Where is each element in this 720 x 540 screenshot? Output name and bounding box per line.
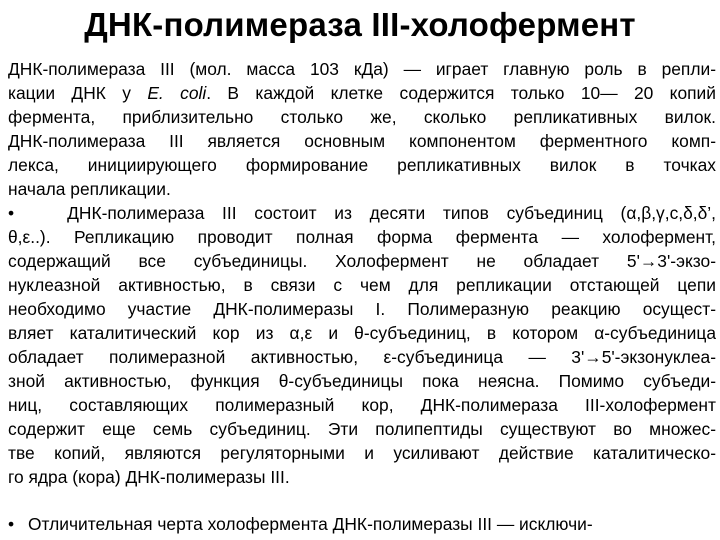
text-line: необходимо участие ДНК-полимеразы I. Полимеразную реакцию осущест- [8,299,716,319]
text-line: θ,ε..). Репликацию проводит полная форма фермента — холофермент, [8,227,716,247]
text-line: лекса, инициирующего формирование репликативных вилок в точках [8,155,716,175]
bullet-text: Отличительная черта холофермента ДНК-полимеразы III — исключи- [28,514,593,534]
text-line [8,81,716,105]
text-line: содержит еще семь субъединиц. Эти полипептиды существуют во множес- [8,419,716,439]
body-text [8,57,716,489]
text-line: • ДНК-полимераза III состоит из десяти типов субъединиц (α,β,γ,c,δ,δ’, [8,203,716,223]
text-line: тве копий, являются регуляторными и усиливают действие каталитическо- [8,443,716,463]
text-line: обладает полимеразной активностью, ε-субъединица — 3'→5'-экзонуклеа- [8,347,716,367]
species-name: E. coli [147,83,207,103]
text-line: ДНК-полимераза III (мол. масса 103 кДа) — играет главную роль в репли- [8,59,716,79]
text-line: ДНК-полимераза III является основным компонентом ферментного комп- [8,131,716,151]
text-fragment: кации ДНК у [8,83,148,103]
slide-title: ДНК-полимераза III-холофермент [84,6,636,43]
text-line: зной активностью, функция θ-субъединицы пока неясна. Помимо субъеди- [8,371,716,391]
bullet-icon: • [8,514,15,534]
text-fragment: . В каждой клетке содержится только 10— 20 копий [206,83,716,103]
bullet-item [8,512,716,536]
text-line: нуклеазной активностью, в связи с чем для репликации отстающей цепи [8,275,716,295]
text-line: вляет каталитический кор из α,ε и θ-субъединиц, в котором α-субъединица [8,323,716,343]
text-line: начала репликации. [8,179,171,199]
text-line: ниц, составляющих полимеразный кор, ДНК-полимераза III-холофермент [8,395,716,415]
text-line: го ядра (кора) ДНК-полимеразы III. [8,467,290,487]
text-line: фермента, приблизительно столько же, сколько репликативных вилок. [8,107,716,127]
text-line: содержащий все субъединицы. Холофермент не обладает 5'→3'-экзо- [8,251,716,271]
